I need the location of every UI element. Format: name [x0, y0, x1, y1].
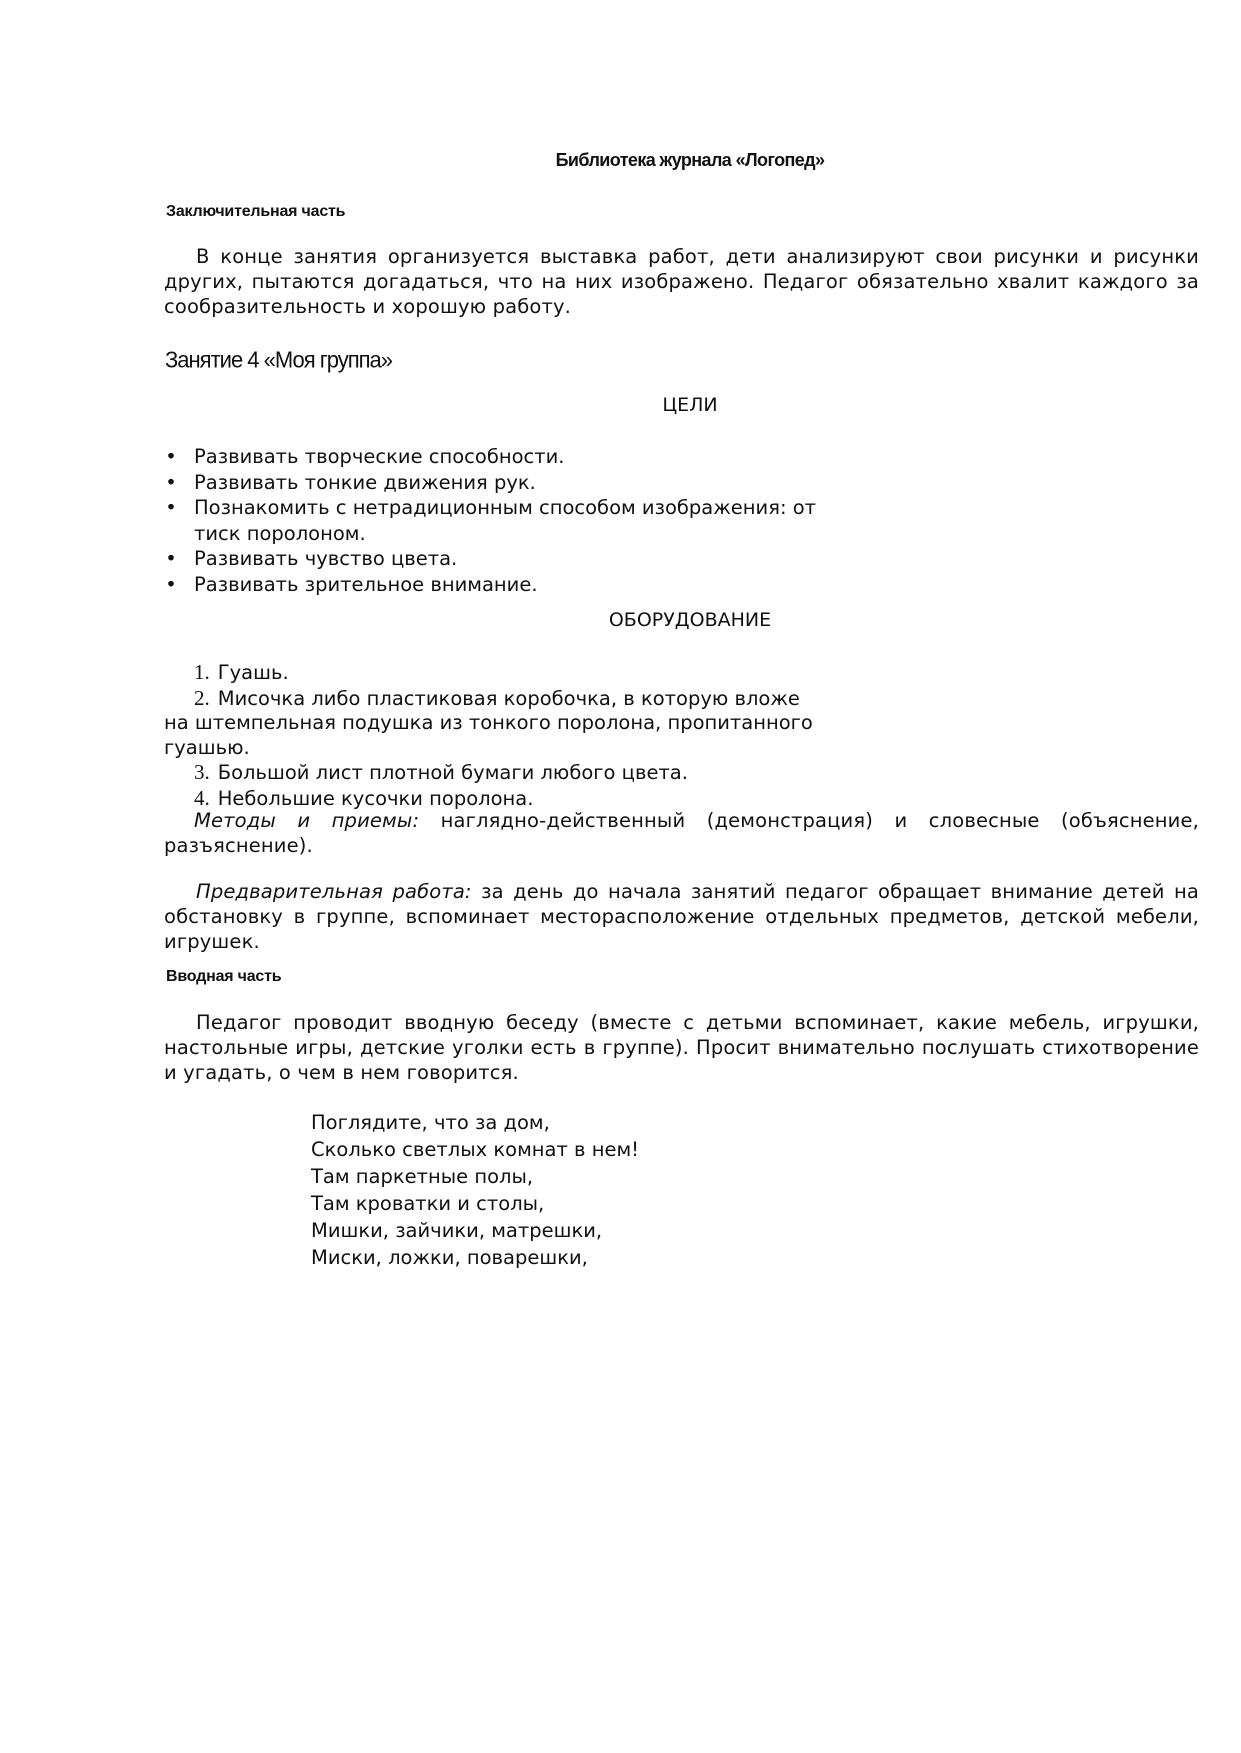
goals-list — [164, 444, 864, 597]
list-item: • Познакомить с нетрадиционным способом изображения: от тиск поролоном. — [165, 496, 817, 545]
bullet-icon: • — [165, 547, 177, 570]
poem-line: Там паркетные полы, — [311, 1165, 534, 1188]
list-item: 2. Мисочка либо пластиковая коробочка, в которую вложе на штемпельная подушка из тонкого поролона, пропитанного гуашью. — [164, 685, 813, 759]
equipment-heading: ОБОРУДОВАНИЕ — [608, 609, 772, 631]
list-item: 1. Гуашь. — [194, 660, 289, 684]
methods-text: наглядно-действенный (демонстрация) и словесные (объяснение, разъяснение). — [164, 809, 1199, 857]
final-part-paragraph — [164, 244, 1199, 319]
running-header: Библиотека журнала «Логопед» — [555, 150, 825, 170]
list-item: • Развивать творческие способности. — [165, 445, 565, 468]
section-title-final: Заключительная часть — [166, 203, 346, 220]
intro-part-paragraph — [164, 1010, 1199, 1085]
poem-line: Сколько светлых комнат в нем! — [311, 1138, 639, 1161]
bullet-icon: • — [165, 572, 177, 596]
methods-label: Методы и приемы: — [194, 809, 420, 832]
bullet-icon: • — [165, 496, 177, 519]
preparation-paragraph — [164, 879, 1199, 954]
poem-line: Поглядите, что за дом, — [311, 1111, 550, 1134]
poem-line: Миски, ложки, поварешки, — [311, 1246, 588, 1269]
list-item: 4. Небольшие кусочки поролона. — [194, 785, 534, 810]
poem — [311, 1109, 639, 1271]
list-item: • Развивать тонкие движения рук. — [165, 470, 536, 494]
poem-line: Там кроватки и столы, — [311, 1192, 545, 1215]
list-item: 3. Большой лист плотной бумаги любого цвета. — [194, 760, 688, 784]
list-item: • Развивать чувство цвета. — [165, 547, 458, 570]
final-part-text: В конце занятия организуется выставка работ, дети анализируют свои рисунки и рисунки других, пытаются догадаться, что на них изображено. Педагог обязательно хвалит каждого за сообразительность и хорошую работу. — [164, 245, 1199, 318]
list-item: • Развивать зрительное внимание. — [165, 572, 538, 596]
methods-paragraph — [164, 808, 1199, 858]
goals-heading: ЦЕЛИ — [662, 394, 718, 416]
section-title-intro: Вводная часть — [166, 968, 282, 985]
bullet-icon: • — [165, 445, 177, 468]
intro-part-text: Педагог проводит вводную беседу (вместе с детьми вспоминает, какие мебель, игрушки, настольные игры, детские уголки есть в группе). Просит внимательно послушать стихотворение и угадать, о чем в нем говорится. — [164, 1011, 1199, 1084]
poem-line: Мишки, зайчики, матрешки, — [311, 1219, 603, 1242]
lesson-title: Занятие 4 «Моя группа» — [165, 346, 393, 373]
preparation-text: за день до начала занятий педагог обращает внимание детей на обстановку в группе, вспоминает месторасположение отдельных предметов, детской мебели, игрушек. — [164, 880, 1199, 953]
preparation-label: Предварительная работа: — [196, 880, 472, 903]
bullet-icon: • — [165, 470, 177, 494]
equipment-list — [164, 660, 864, 811]
